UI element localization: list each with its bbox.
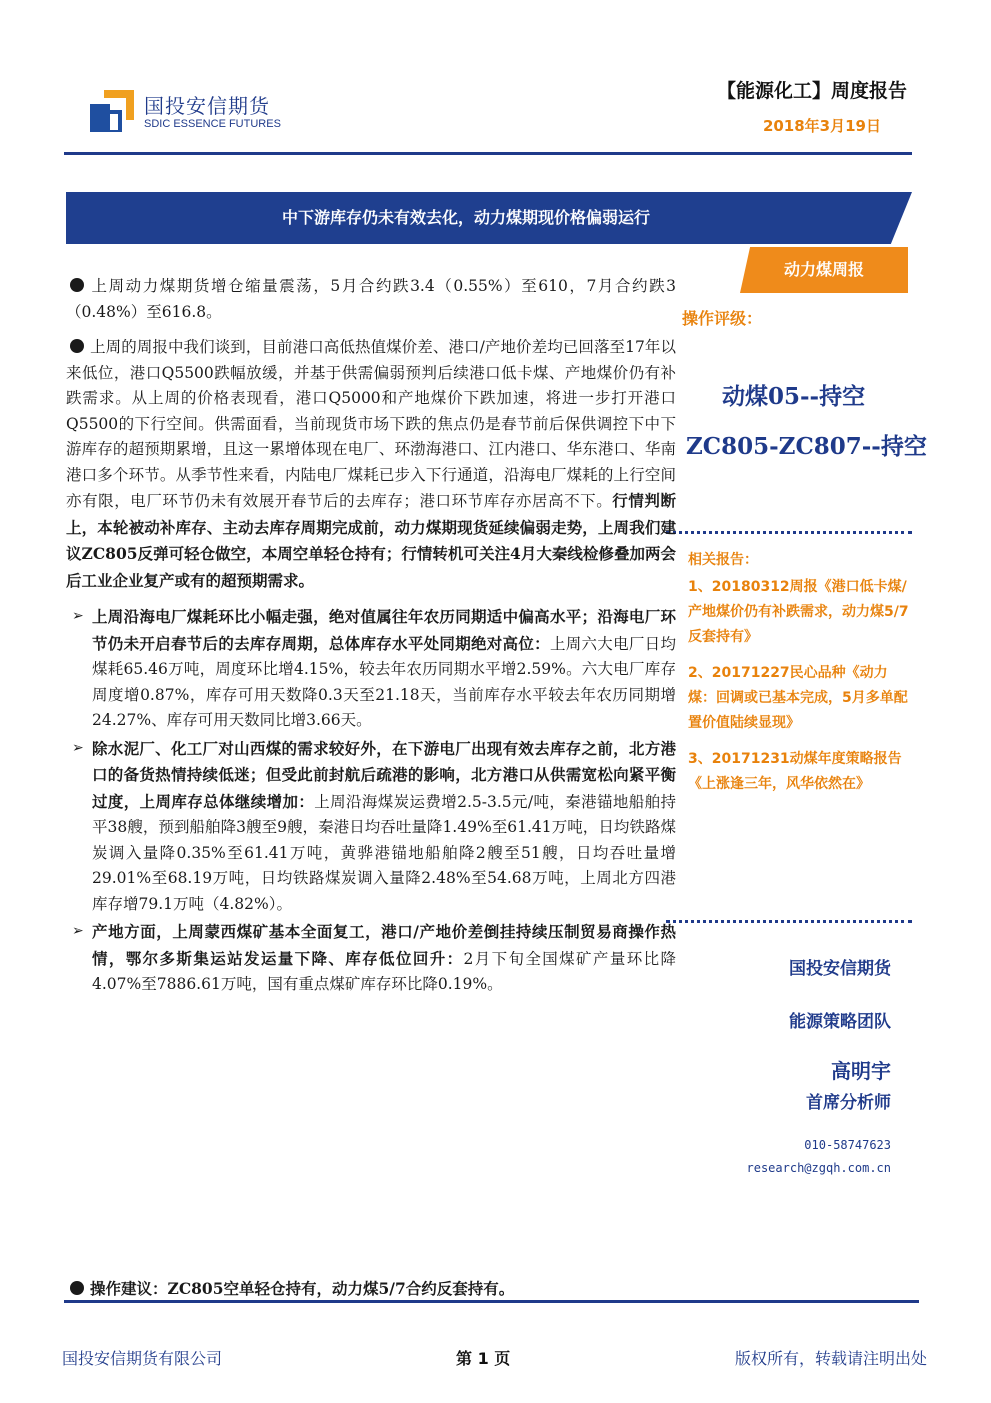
analysis-text: 上周的周报中我们谈到，目前港口高低热值煤价差、港口/产地价差均已回落至17年以来低位，港口Q5500跌幅放缓，并基于供需偏弱预判后续港口低卡煤、产地煤价仍有补跌需求。从上周的价格表现看，港口Q5000和产地煤价下跌加速，将进一步打开港口Q5500的下行空间。供需面看，当前现货市场下跌的焦点仍是春节前后保供调控下中下游库存的超预期累增，且这一累增体现在电厂、环渤海港口、江内港口、华东港口、华南港口多个环节。从季节性来看，内陆电厂煤耗已步入下行通道，沿海电厂煤耗的上行空间亦有限，电厂环节仍未有效展开春节后的去库存；港口环节库存亦居高不下。 (66, 338, 676, 510)
rating-item-2: ZC805-ZC807--持空 (686, 433, 927, 460)
summary-paragraph (66, 274, 676, 325)
main-content (66, 274, 676, 1000)
arrow-bullet-icon: ➢ (72, 739, 84, 756)
sidebar-divider (666, 531, 912, 534)
related-report-item[interactable]: 3、20171231动煤年度策略报告《上涨逢三年，风华依然在》 (688, 751, 902, 792)
analysis-conclusion: 行情判断上，本轮被动补库存、主动去库存周期完成前，动力煤期现货延续偏弱走势，上周我们建议ZC805反弹可轻仓做空，本周空单轻仓持有；行情转机可关注4月大秦线检修叠加两会后工业企业复产或有的超预期需求。 (66, 491, 676, 590)
bullet-dot-icon (70, 339, 84, 353)
contact-phone: 010-58747623 (804, 1138, 891, 1152)
arrow-bullet-icon: ➢ (72, 608, 84, 624)
logo-english-name: SDIC ESSENCE FUTURES (144, 118, 281, 130)
related-report-item[interactable]: 1、20180312周报《港口低卡煤/产地煤价仍有补跌需求，动力煤5/7反套持有》 (688, 579, 909, 645)
rating-item-1: 动煤05--持空 (722, 383, 866, 410)
analyst-title: 首席分析师 (806, 1093, 891, 1113)
operation-advice (66, 1276, 686, 1301)
footer-divider (64, 1300, 919, 1303)
report-title: 中下游库存仍未有效去化，动力煤期现价格偏弱运行 (281, 208, 650, 227)
page-number: 第 1 页 (456, 1349, 511, 1368)
analyst-name: 高明宇 (831, 1059, 891, 1083)
footer-company: 国投安信期货有限公司 (62, 1349, 223, 1368)
report-tag-label: 动力煤周报 (783, 260, 864, 279)
company-logo (90, 88, 320, 134)
production-detail: 2月下旬全国煤矿产量环比降4.07%至7886.61万吨，国有重点煤矿库存环比降0.19%。 (92, 949, 676, 993)
team-name: 能源策略团队 (789, 1012, 891, 1032)
summary-text: 上周动力煤期货增仓缩量震荡，5月合约跌3.4（0.55%）至610，7月合约跌3（0.48%）至616.8。 (66, 277, 676, 321)
related-report-item[interactable]: 2、20171227民心品种《动力煤：回调或已基本完成，5月多单配置价值陆续显现》 (688, 665, 908, 731)
related-reports (688, 548, 910, 808)
bullet-dot-icon (70, 1281, 84, 1295)
power-plant-detail: 上周六大电厂日均煤耗65.46万吨，周度环比增4.15%，较去年农历同期水平增2.59%。六大电厂库存周度增0.87%，库存可用天数降0.3天至21.18天，当前库存水平较去年农历同期增24.27%、库存可用天数同比增3.66天。 (92, 634, 676, 729)
sidebar-divider (666, 920, 912, 923)
port-section (66, 736, 676, 918)
copyright-notice: 版权所有，转载请注明出处 (734, 1349, 927, 1368)
analysis-paragraph (66, 335, 676, 594)
production-heading: 产地方面，上周蒙西煤矿基本全面复工，港口/产地价差倒挂持续压制贸易商操作热情，鄂尔多斯集运站发运量下降、库存低位回升： (92, 922, 676, 968)
production-section (66, 919, 676, 998)
report-date: 2018年3月19日 (762, 117, 881, 135)
port-heading: 除水泥厂、化工厂对山西煤的需求较好外，在下游电厂出现有效去库存之前，北方港口的备货热情持续低迷；但受此前封航后疏港的影响，北方港口从供需宽松向紧平衡过度，上周库存总体继续增加： (92, 738, 676, 811)
logo-chinese-name: 国投安信期货 (144, 94, 270, 118)
port-detail: 上周沿海煤炭运费增2.5-3.5元/吨，秦港锚地船舶持平38艘，预到船舶降3艘至9艘，秦港日均吞吐量降1.49%至61.41万吨，日均铁路煤炭调入量降0.35%至61.41万吨，黄骅港锚地船舶降2艘至51艘，日均吞吐量增29.01%至68.19万吨，日均铁路煤炭调入量降2.48%至54.68万吨，上周北方四港库存增79.1万吨（4.82%）。 (92, 792, 676, 913)
team-company: 国投安信期货 (789, 959, 891, 979)
header-divider (64, 152, 912, 155)
logo-mark-icon (90, 90, 134, 132)
bullet-dot-icon (70, 278, 84, 292)
report-type: 【能源化工】周度报告 (716, 80, 907, 102)
power-plant-section (66, 604, 676, 734)
power-plant-heading: 上周沿海电厂煤耗环比小幅走强，绝对值属往年农历同期适中偏高水平；沿海电厂环节仍未开启春节后的去库存周期，总体库存水平处同期绝对高位： (92, 607, 676, 653)
advice-text: 操作建议：ZC805空单轻仓持有，动力煤5/7合约反套持有。 (90, 1279, 515, 1298)
rating-label: 操作评级： (682, 309, 763, 328)
arrow-bullet-icon: ➢ (72, 923, 84, 939)
related-reports-title: 相关报告： (688, 552, 758, 568)
contact-email[interactable]: research@zgqh.com.cn (746, 1161, 891, 1175)
